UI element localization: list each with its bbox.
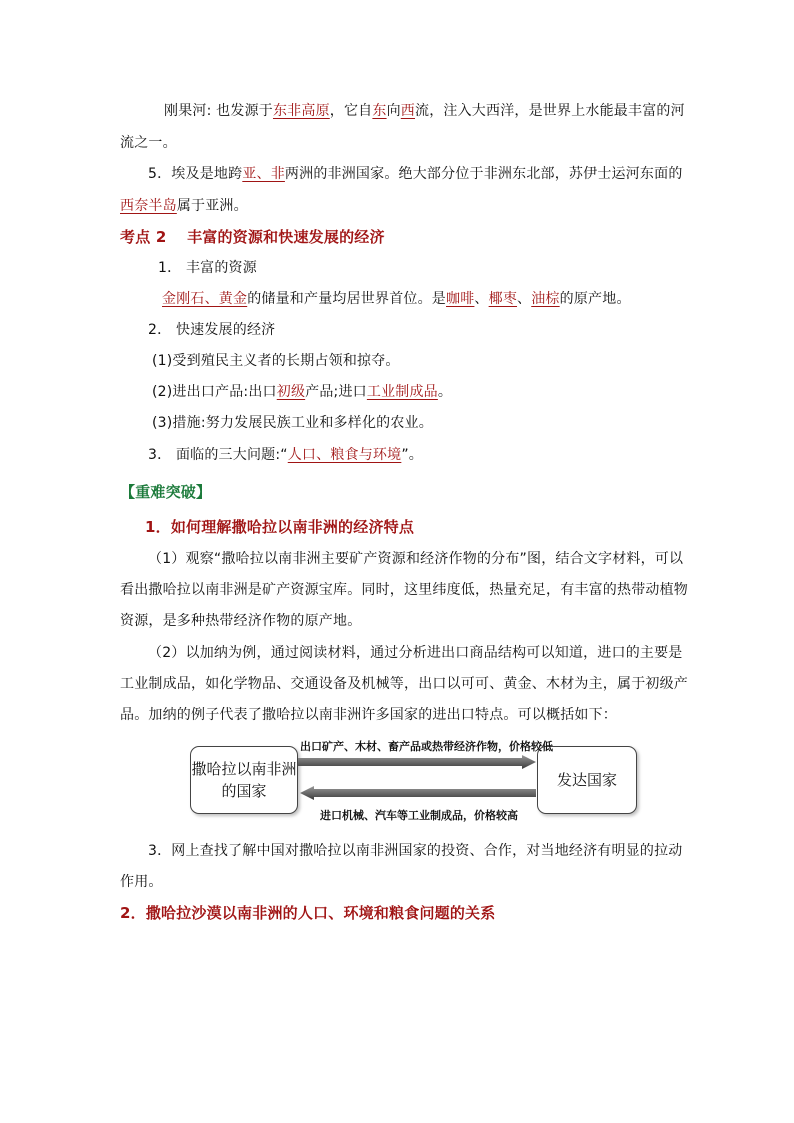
text: 流，注入大西洋，是世界上水能最丰富的河 — [415, 103, 685, 119]
underlined-term: 亚、非 — [242, 166, 285, 182]
key-point-heading: 考点 2 丰富的资源和快速发展的经济 — [120, 228, 385, 246]
question-2-title: 2．撒哈拉沙漠以南非洲的人口、环境和粮食问题的关系 — [120, 904, 496, 922]
paragraph-continuation: 流之一。 — [120, 135, 177, 151]
trade-arrows — [296, 755, 540, 805]
q1-paragraph-3-line-1: 3．网上查找了解中国对撒哈拉以南非洲国家的投资、合作，对当地经济有明显的拉动 — [148, 843, 683, 859]
paragraph-congo-river — [164, 101, 685, 121]
q1-paragraph-1-line-1: （1）观察“撒哈拉以南非洲主要矿产资源和经济作物的分布”图，结合文字材料，可以 — [148, 551, 684, 567]
text: 属于亚洲。 — [176, 198, 248, 214]
economy-item-2 — [152, 382, 452, 402]
q1-paragraph-2-line-2: 工业制成品，如化学物品、交通设备及机械等，出口以可可、黄金、木材为主，属于初级产 — [120, 676, 688, 692]
text: 的原产地。 — [559, 291, 631, 307]
q1-paragraph-1-line-2: 看出撒哈拉以南非洲是矿产资源宝库。同时，这里纬度低，热量充足，有丰富的热带动植物 — [120, 582, 688, 598]
text: 。 — [437, 384, 453, 400]
underlined-term: 初级 — [276, 384, 306, 400]
text: (2)进出口产品:出口 — [152, 384, 277, 400]
underlined-term: 椰枣 — [488, 291, 518, 307]
export-arrow-label: 出口矿产、木材、畜产品或热带经济作物，价格较低 — [300, 740, 553, 753]
text: ，它自 — [329, 103, 373, 119]
text: 两洲的非洲国家。绝大部分位于非洲东北部，苏伊士运河东面的 — [284, 166, 683, 182]
text: 、 — [517, 291, 532, 307]
underlined-term: 东 — [372, 103, 387, 119]
paragraph-continuation — [120, 196, 248, 216]
underlined-term: 西 — [400, 103, 415, 119]
q1-paragraph-2-line-1: （2）以加纳为例，通过阅读材料，通过分析进出口商品结构可以知道，进口的主要是 — [148, 645, 683, 661]
underlined-term: 金刚石、黄金 — [162, 291, 248, 307]
text: 刚果河: 也发源于 — [164, 103, 273, 119]
question-1-title: 1．如何理解撒哈拉以南非洲的经济特点 — [145, 518, 415, 536]
text: 3． 面临的三大问题:“ — [148, 447, 288, 463]
q1-paragraph-1-line-3: 资源，是多种热带经济作物的原产地。 — [120, 613, 362, 629]
paragraph-egypt — [148, 164, 683, 184]
text: 的储量和产量均居世界首位。是 — [247, 291, 447, 307]
q1-paragraph-2-line-3: 品。加纳的例子代表了撒哈拉以南非洲许多国家的进出口特点。可以概括如下： — [120, 707, 617, 723]
text: 向 — [386, 103, 401, 119]
sub-heading-resources: 1． 丰富的资源 — [158, 260, 257, 276]
three-problems — [148, 445, 423, 465]
diagram-left-box — [190, 746, 298, 814]
economy-item-3: (3)措施:努力发展民族工业和多样化的农业。 — [152, 415, 433, 431]
export-arrow — [298, 755, 536, 769]
import-arrow — [300, 786, 536, 800]
underlined-term: 东非高原 — [272, 103, 330, 119]
box-line: 撒哈拉以南非洲 — [191, 760, 297, 778]
q1-paragraph-3-line-2: 作用。 — [120, 874, 163, 890]
resources-body — [162, 289, 631, 309]
underlined-term: 油棕 — [531, 291, 560, 307]
box-text — [191, 758, 296, 802]
diagram-right-box: 发达国家 — [537, 746, 637, 814]
economy-item-1: (1)受到殖民主义者的长期占领和掠夺。 — [152, 353, 400, 369]
import-arrow-label: 进口机械、汽车等工业制成品，价格较高 — [320, 809, 518, 822]
text: 、 — [474, 291, 489, 307]
text: 5．埃及是地跨 — [148, 166, 243, 182]
sub-heading-economy: 2． 快速发展的经济 — [148, 322, 276, 338]
underlined-term: 工业制成品 — [366, 384, 438, 400]
text: ”。 — [401, 447, 423, 463]
underlined-term: 人口、粮食与环境 — [287, 447, 402, 463]
section-heading: 【重难突破】 — [120, 483, 212, 501]
underlined-term: 咖啡 — [446, 291, 475, 307]
text: 产品;进口 — [305, 384, 367, 400]
box-line: 的国家 — [221, 782, 267, 800]
underlined-term: 西奈半岛 — [120, 198, 177, 214]
